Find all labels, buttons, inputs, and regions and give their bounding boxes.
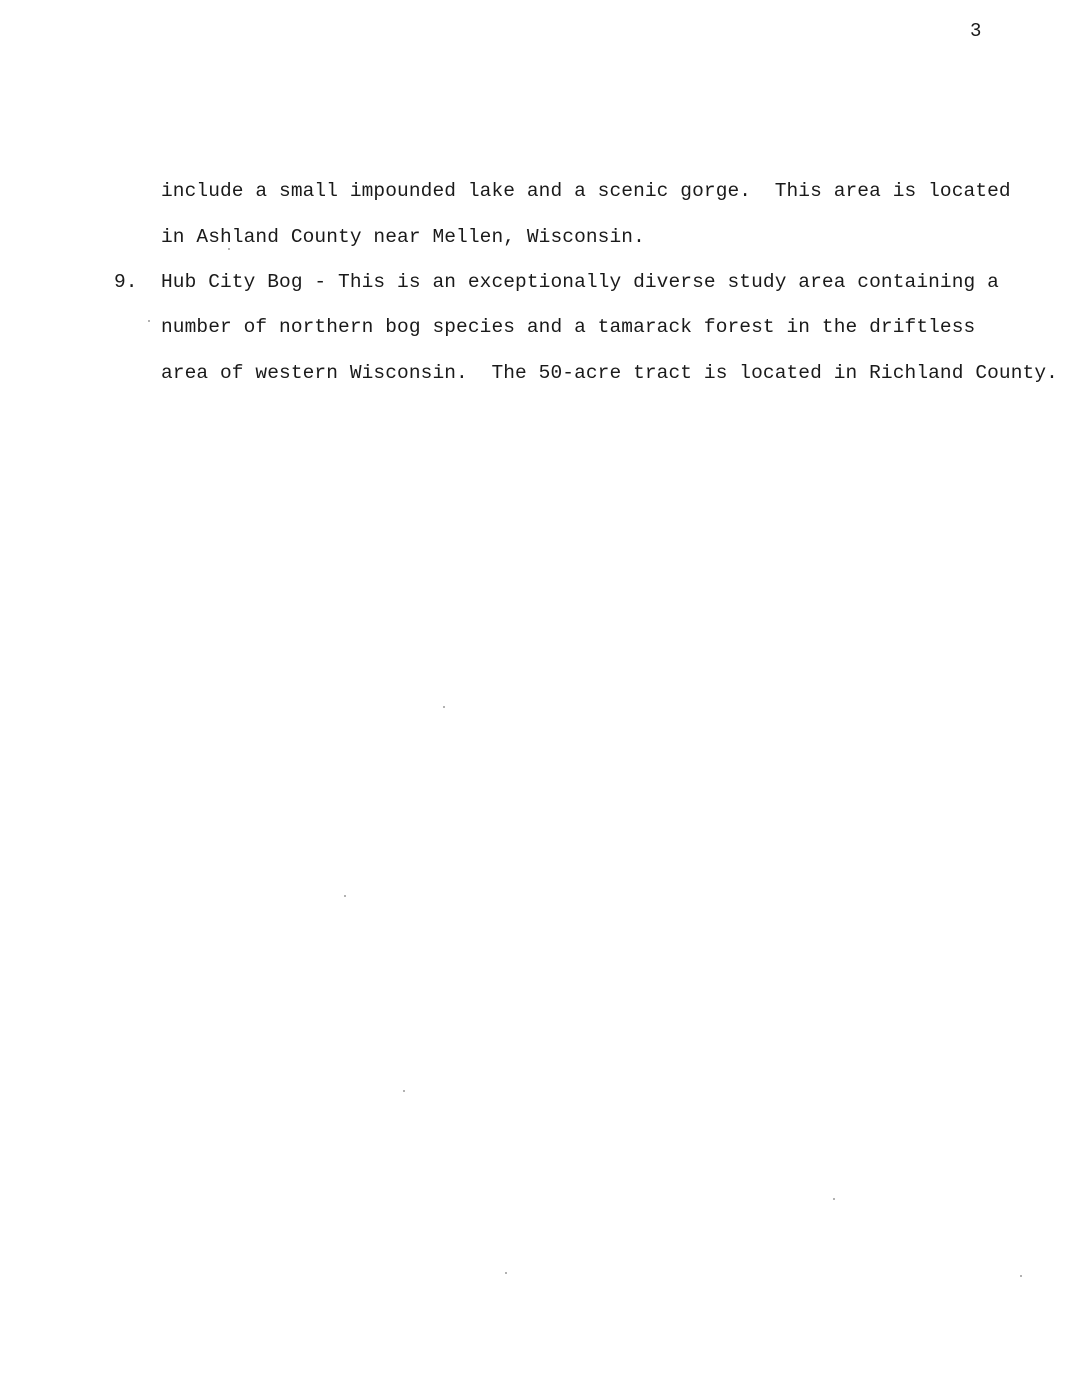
scan-speck bbox=[228, 248, 230, 250]
scan-speck bbox=[443, 706, 445, 708]
item-number: 9. bbox=[114, 271, 138, 293]
scan-speck bbox=[344, 895, 346, 897]
scan-speck bbox=[505, 1272, 507, 1274]
text-line: number of northern bog species and a tamarack forest in the driftless bbox=[161, 316, 976, 338]
scan-speck bbox=[148, 320, 150, 322]
text-line: Hub City Bog - This is an exceptionally diverse study area containing a bbox=[161, 271, 999, 293]
text-line: in Ashland County near Mellen, Wisconsin. bbox=[161, 226, 645, 248]
scan-speck bbox=[1020, 1275, 1022, 1277]
scan-speck bbox=[403, 1090, 405, 1092]
text-line: include a small impounded lake and a scenic gorge. This area is located bbox=[161, 180, 1011, 202]
scan-speck bbox=[833, 1198, 835, 1200]
text-line: area of western Wisconsin. The 50-acre tract is located in Richland County. bbox=[161, 362, 1058, 384]
page-number: 3 bbox=[970, 20, 982, 42]
